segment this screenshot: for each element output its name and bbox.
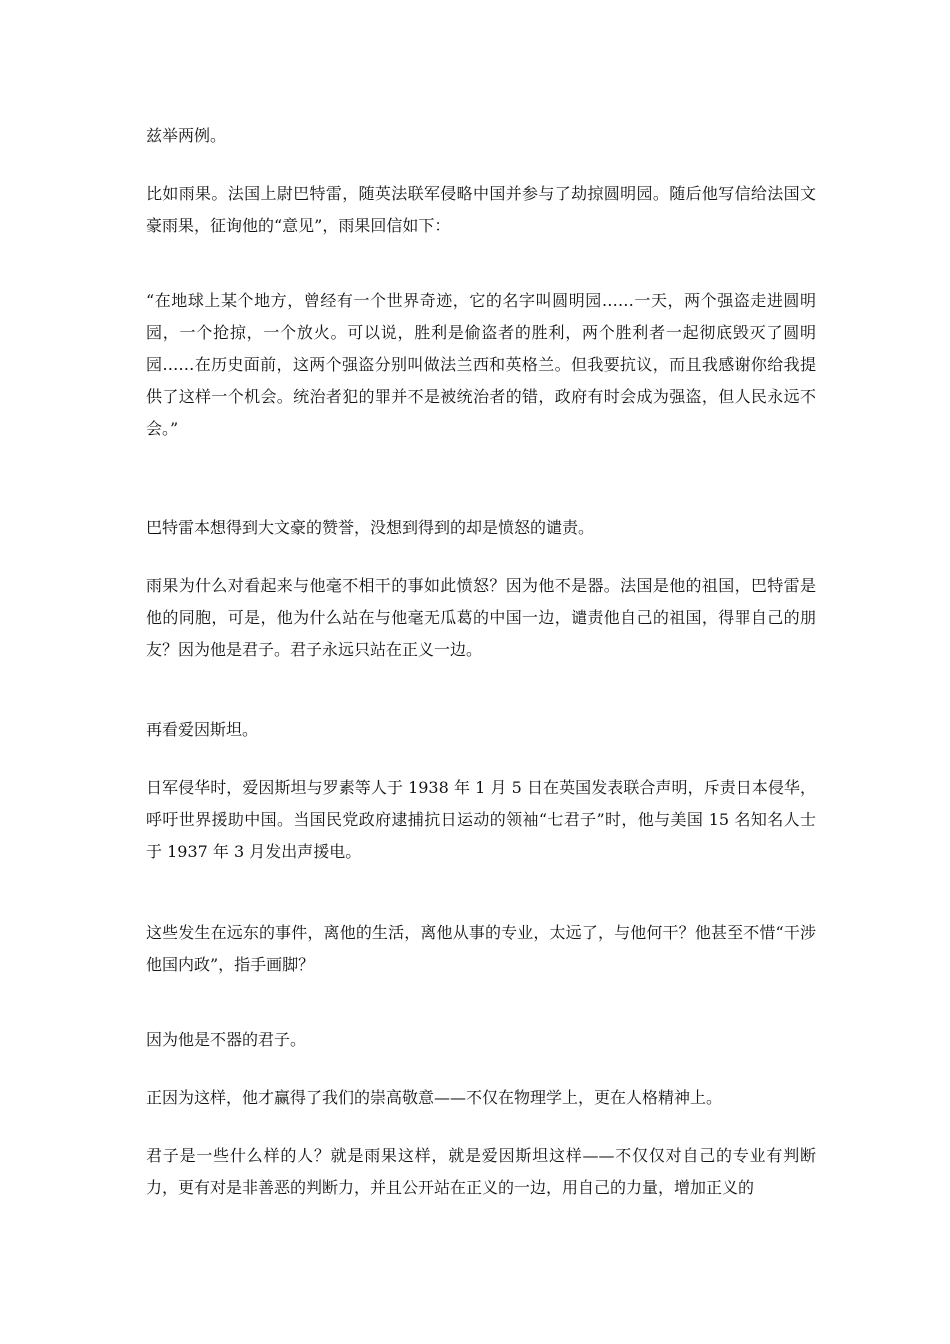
paragraph-6: 再看爱因斯坦。 [146,720,259,739]
paragraph-8: 这些发生在远东的事件，离他的生活，离他从事的专业，太远了，与他何干？他甚至不惜“干涉他国内政”，指手画脚？ [146,923,816,974]
paragraph-10: 正因为这样，他才赢得了我们的崇高敬意——不仅在物理学上，更在人格精神上。 [146,1088,723,1107]
paragraph-11: 君子是一些什么样的人？就是雨果这样，就是爱因斯坦这样——不仅仅对自己的专业有判断力，更有对是非善恶的判断力，并且公开站在正义的一边，用自己的力量，增加正义的 [146,1146,816,1197]
paragraph-5: 雨果为什么对看起来与他毫不相干的事如此愤怒？因为他不是器。法国是他的祖国，巴特雷是他的同胞，可是，他为什么站在与他毫无瓜葛的中国一边，谴责他自己的祖国，得罪自己的朋友？因为他是君子。君子永远只站在正义一边。 [146,576,816,659]
paragraph-1: 兹举两例。 [146,126,227,145]
paragraph-7: 日军侵华时，爱因斯坦与罗素等人于 1938 年 1 月 5 日在英国发表联合声明，斥责日本侵华，呼吁世界援助中国。当国民党政府逮捕抗日运动的领袖“七君子”时，他与美国 15 名知名人士于 1937 年 3 月发出声援电。 [146,778,816,861]
paragraph-9: 因为他是不器的君子。 [146,1030,307,1049]
paragraph-4: 巴特雷本想得到大文豪的赞誉，没想到得到的却是愤怒的谴责。 [146,518,595,537]
paragraph-2: 比如雨果。法国上尉巴特雷，随英法联军侵略中国并参与了劫掠圆明园。随后他写信给法国文豪雨果，征询他的“意见”，雨果回信如下： [146,184,816,235]
paragraph-3: “在地球上某个地方，曾经有一个世界奇迹，它的名字叫圆明园……一天，两个强盗走进圆明园，一个抢掠，一个放火。可以说，胜利是偷盗者的胜利，两个胜利者一起彻底毁灭了圆明园……在历史面前，这两个强盗分别叫做法兰西和英格兰。但我要抗议，而且我感谢你给我提供了这样一个机会。统治者犯的罪并不是被统治者的错，政府有时会成为强盗，但人民永远不会。” [146,291,816,438]
